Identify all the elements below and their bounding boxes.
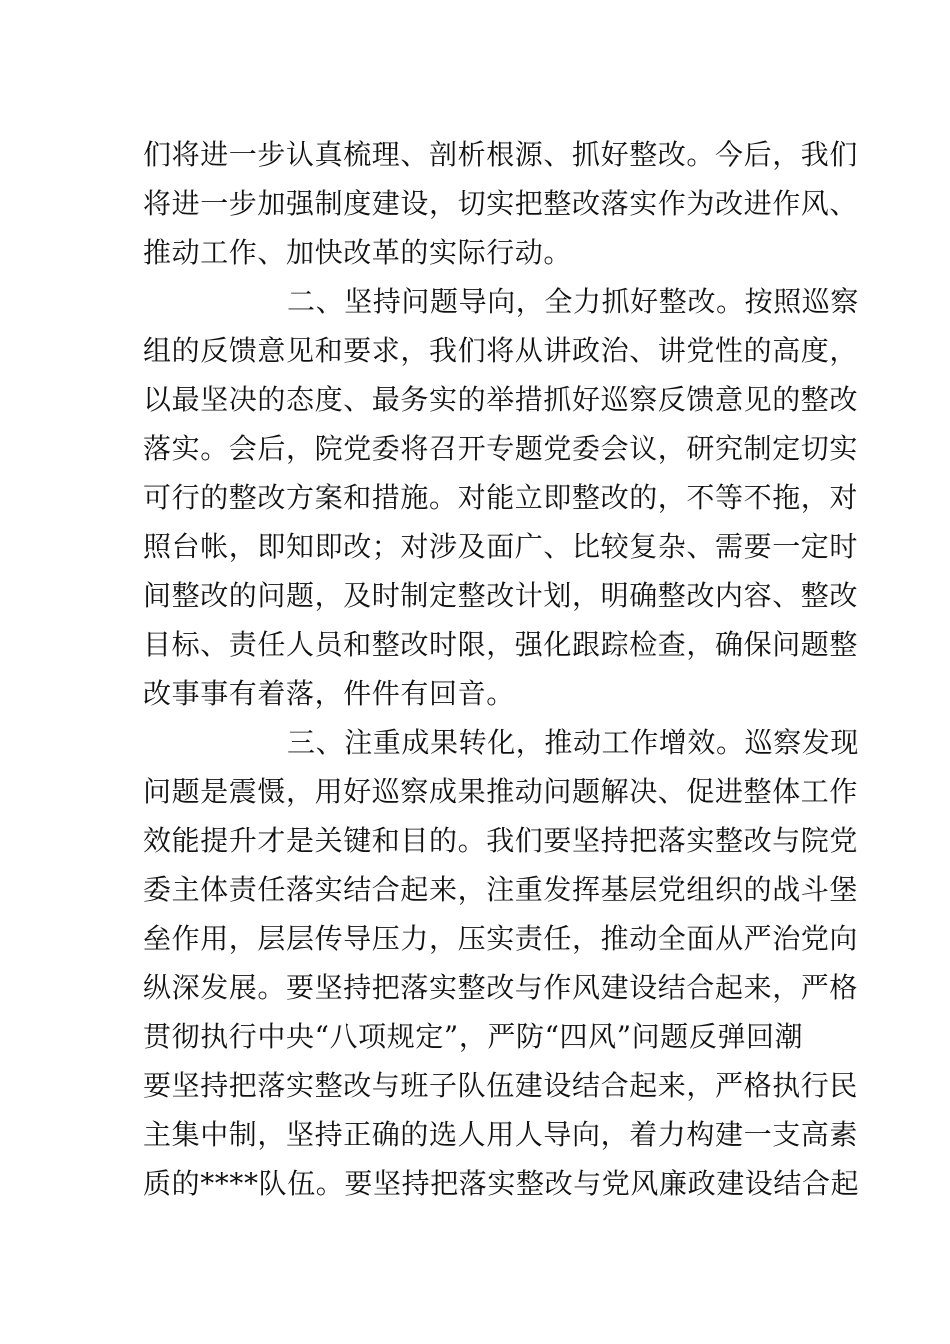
text-line: 委主体责任落实结合起来，注重发挥基层党组织的战斗堡 (143, 873, 859, 906)
text-line: 效能提升才是关键和目的。我们要坚持把落实整改与院党 (143, 824, 859, 857)
text-line: 要坚持把落实整改与班子队伍建设结合起来，严格执行民 (143, 1069, 859, 1102)
text-line: 照台帐，即知即改；对涉及面广、比较复杂、需要一定时 (143, 530, 859, 563)
text-line: 垒作用，层层传导压力，压实责任，推动全面从严治党向 (143, 922, 859, 955)
text-line: 将进一步加强制度建设，切实把整改落实作为改进作风、 (143, 187, 859, 220)
text-line: 质的****队伍。要坚持把落实整改与党风廉政建设结合起 (143, 1167, 860, 1200)
text-line: 改事事有着落，件件有回音。 (143, 677, 515, 710)
text-line: 推动工作、加快改革的实际行动。 (143, 236, 573, 269)
text-line: 主集中制，坚持正确的选人用人导向，着力构建一支高素 (143, 1118, 859, 1151)
text-line: 目标、责任人员和整改时限，强化跟踪检查，确保问题整 (143, 628, 859, 661)
text-line: 落实。会后，院党委将召开专题党委会议，研究制定切实 (143, 432, 859, 465)
text-line: 纵深发展。要坚持把落实整改与作风建设结合起来，严格 (143, 971, 859, 1004)
text-line: 间整改的问题，及时制定整改计划，明确整改内容、整改 (143, 579, 859, 612)
text-line: 问题是震慑，用好巡察成果推动问题解决、促进整体工作 (143, 775, 859, 808)
text-line: 以最坚决的态度、最务实的举措抓好巡察反馈意见的整改 (143, 383, 859, 416)
paragraph-heading-3: 三、注重成果转化，推动工作增效。巡察发现 (287, 726, 860, 759)
text-line: 们将进一步认真梳理、剖析根源、抓好整改。今后，我们 (143, 138, 859, 171)
text-line: 可行的整改方案和措施。对能立即整改的，不等不拖，对 (143, 481, 859, 514)
paragraph-heading-2: 二、坚持问题导向，全力抓好整改。按照巡察 (287, 285, 860, 318)
text-line: 组的反馈意见和要求，我们将从讲政治、讲党性的高度， (143, 334, 859, 367)
text-line: 贯彻执行中央“八项规定”，严防“四风”问题反弹回潮 (143, 1020, 804, 1053)
